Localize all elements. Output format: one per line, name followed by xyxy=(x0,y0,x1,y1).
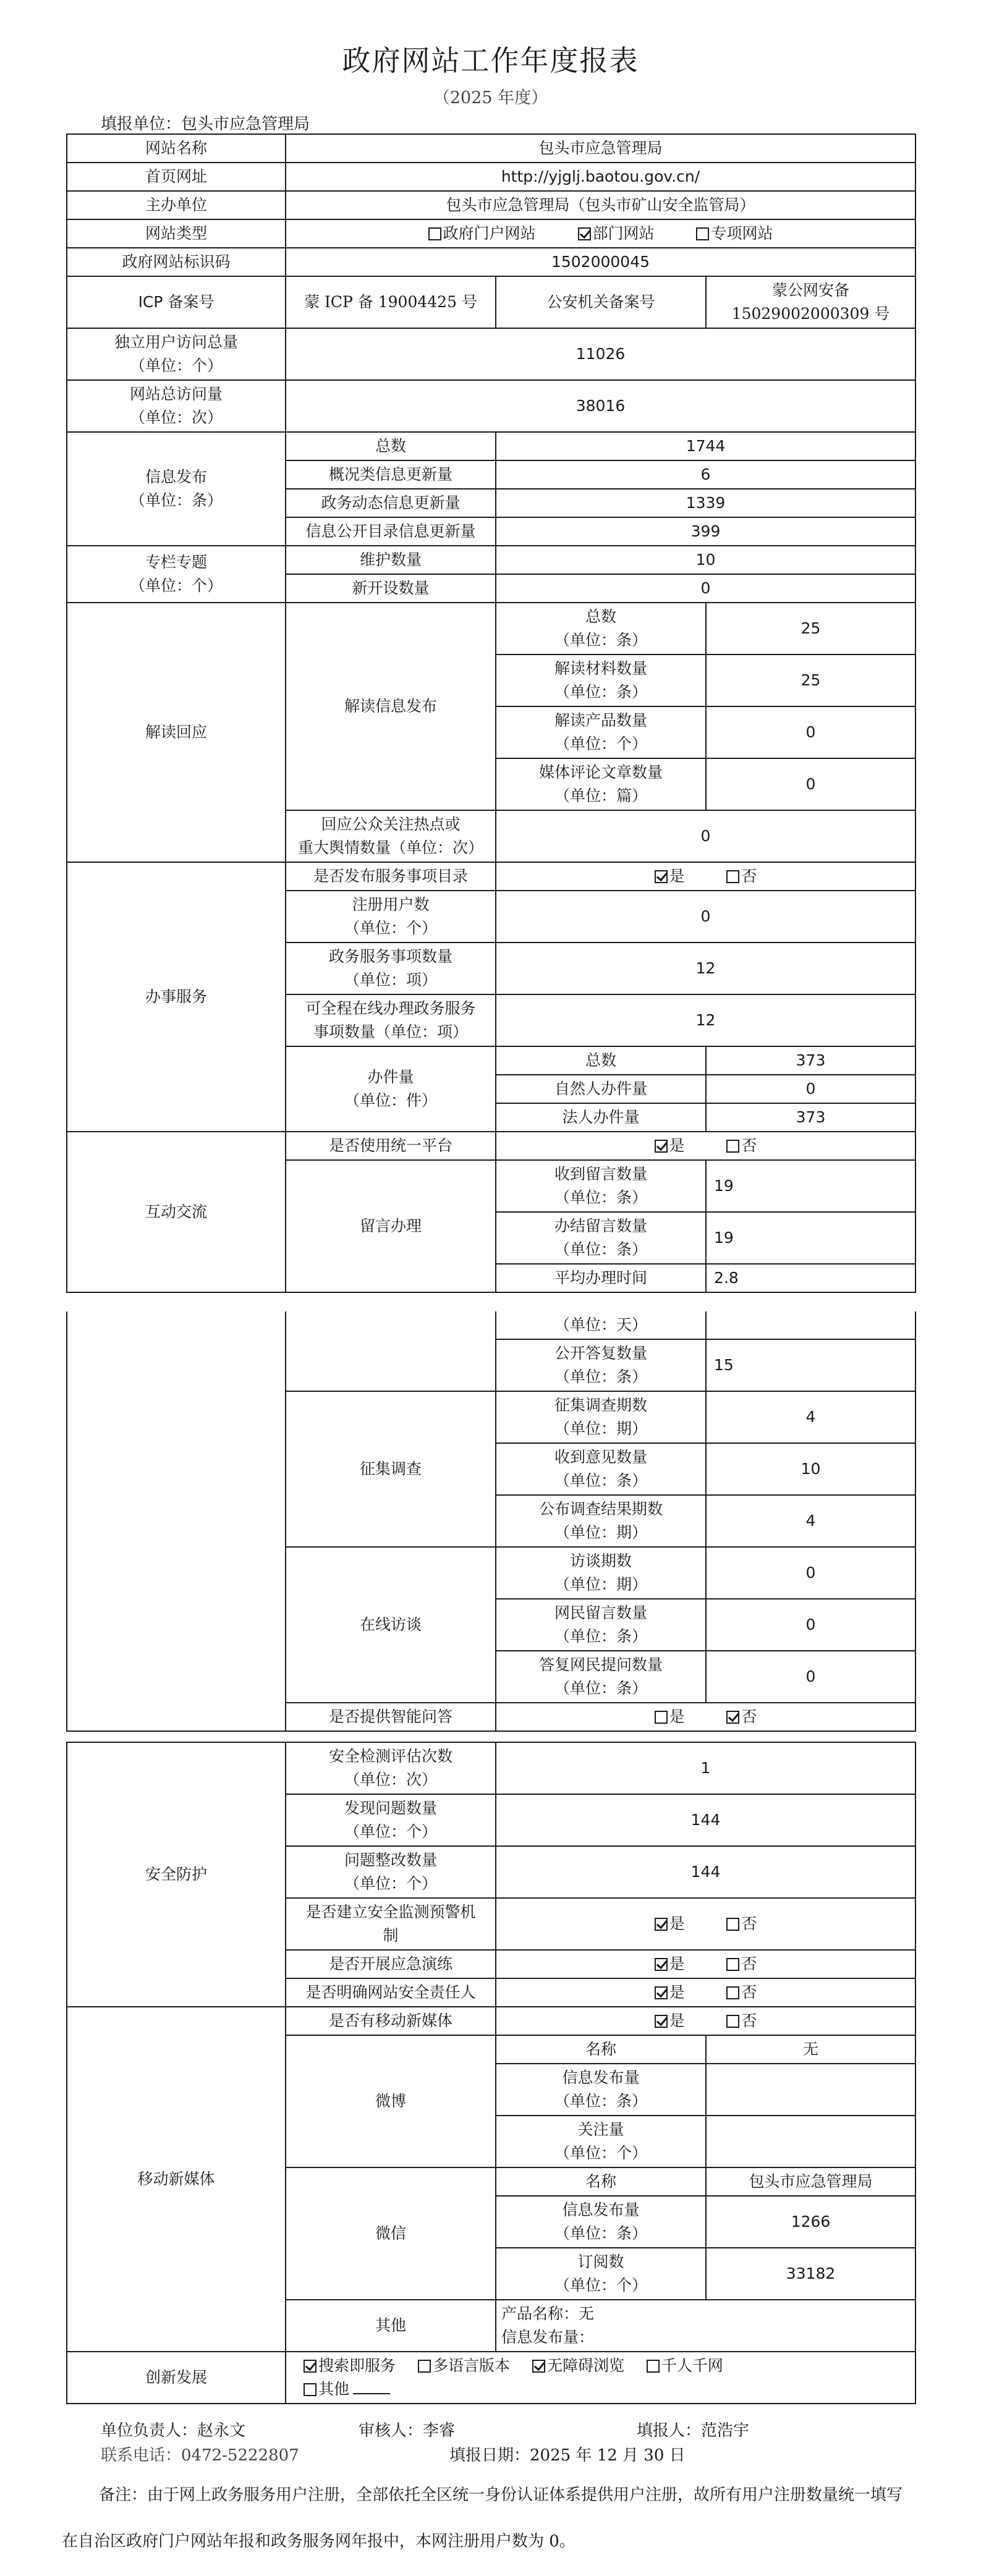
service-cases-total-value: 373 xyxy=(706,1046,915,1075)
mobile-other-value: 产品名称：无 信息发布量： xyxy=(496,2300,915,2352)
service-online-value: 12 xyxy=(496,994,915,1046)
interview-answer-value: 0 xyxy=(706,1651,915,1703)
innovation-options: 搜索即服务 多语言版本 无障碍浏览 千人千网 其他 xyxy=(286,2352,915,2404)
site-id-value: 1502000045 xyxy=(286,248,915,276)
service-items-label: 政务服务事项数量 （单位：项） xyxy=(286,943,496,994)
interact-public-value: 15 xyxy=(706,1339,915,1391)
interpret-material-value: 25 xyxy=(706,655,915,706)
mobile-label: 移动新媒体 xyxy=(67,2007,286,2352)
homepage-value: http://yjglj.baotou.gov.cn/ xyxy=(286,163,915,191)
column-new-value: 0 xyxy=(496,574,915,603)
security-fixed-value: 144 xyxy=(496,1846,915,1898)
site-id-label: 政府网站标识码 xyxy=(67,248,286,276)
service-legal-value: 373 xyxy=(706,1103,915,1132)
interpret-material-label: 解读材料数量 （单位：条） xyxy=(496,655,706,706)
interpret-media-label: 媒体评论文章数量 （单位：篇） xyxy=(496,758,706,810)
checkbox-resp-no-icon[interactable] xyxy=(726,1986,739,1999)
fill-date: 填报日期：2025 年 12 月 30 日 xyxy=(449,2446,686,2465)
checkbox-smart-yes-icon[interactable] xyxy=(655,1711,668,1724)
smart-qa-options: 是 否 xyxy=(496,1703,915,1731)
service-users-label: 注册用户数 （单位：个） xyxy=(286,891,496,943)
mobile-has-label: 是否有移动新媒体 xyxy=(286,2007,496,2035)
survey-opinions-label: 收到意见数量 （单位：条） xyxy=(496,1443,706,1495)
info-news-label: 政务动态信息更新量 xyxy=(286,489,496,517)
info-overview-label: 概况类信息更新量 xyxy=(286,460,496,489)
pv-label: 网站总访问量 （单位：次） xyxy=(67,380,286,432)
police-record-value: 蒙公网安备 15029002000309 号 xyxy=(706,276,915,328)
uv-label: 独立用户访问总量 （单位：个） xyxy=(67,328,286,380)
checkbox-special-icon[interactable] xyxy=(696,227,709,240)
column-new-label: 新开设数量 xyxy=(286,574,496,603)
interview-periods-value: 0 xyxy=(706,1547,915,1599)
smart-qa-label: 是否提供智能问答 xyxy=(286,1703,496,1731)
site-type-label: 网站类型 xyxy=(67,219,286,248)
security-warn-options: 是 否 xyxy=(496,1898,915,1950)
interact-label: 互动交流 xyxy=(67,1132,286,1292)
checkbox-drill-no-icon[interactable] xyxy=(726,1958,739,1971)
report-table-part-2 xyxy=(66,1311,916,1732)
report-table-part-3 xyxy=(66,1742,916,2404)
interact-platform-label: 是否使用统一平台 xyxy=(286,1132,496,1160)
checkbox-accessible-icon[interactable] xyxy=(532,2360,545,2373)
security-fixed-label: 问题整改数量 （单位：个） xyxy=(286,1846,496,1898)
interact-recv-value: 19 xyxy=(706,1160,915,1212)
service-cases-label: 办件量 （单位：件） xyxy=(286,1046,496,1132)
checkbox-platform-no-icon[interactable] xyxy=(726,1140,739,1153)
interpret-product-label: 解读产品数量 （单位：个） xyxy=(496,706,706,758)
remark-line-2: 在自治区政府门户网站年报和政务服务网年报中，本网注册用户数为 0。 xyxy=(62,2532,575,2551)
service-users-value: 0 xyxy=(496,891,915,943)
security-drill-options: 是 否 xyxy=(496,1950,915,1978)
checkbox-catalog-yes-icon[interactable] xyxy=(655,870,668,883)
column-maintain-value: 10 xyxy=(496,546,915,574)
interpret-publish-label: 解读信息发布 xyxy=(286,603,496,810)
pv-value: 38016 xyxy=(286,380,915,432)
filler-person: 填报人：范浩宇 xyxy=(637,2421,750,2440)
weibo-info-value xyxy=(706,2064,915,2116)
info-catalog-value: 399 xyxy=(496,517,915,546)
security-found-value: 144 xyxy=(496,1794,915,1846)
security-drill-label: 是否开展应急演练 xyxy=(286,1950,496,1978)
checkbox-multilang-icon[interactable] xyxy=(418,2360,431,2373)
site-name-value: 包头市应急管理局 xyxy=(286,134,915,163)
weibo-info-label: 信息发布量 （单位：条） xyxy=(496,2064,706,2116)
weibo-name-value: 无 xyxy=(706,2035,915,2064)
police-record-label: 公安机关备案号 xyxy=(496,276,706,328)
interpret-respond-value: 0 xyxy=(496,810,915,862)
checkbox-portal-icon[interactable] xyxy=(428,227,441,240)
wechat-info-label: 信息发布量 （单位：条） xyxy=(496,2196,706,2248)
interview-netmsg-value: 0 xyxy=(706,1599,915,1651)
interact-avg-unit-blank xyxy=(706,1311,915,1339)
checkbox-drill-yes-icon[interactable] xyxy=(655,1958,668,1971)
innovation-label: 创新发展 xyxy=(67,2352,286,2404)
interact-continued xyxy=(67,1311,286,1731)
security-label: 安全防护 xyxy=(67,1742,286,2007)
report-table-part-1 xyxy=(66,133,916,1293)
service-catalog-options: 是 否 xyxy=(496,862,915,891)
column-maintain-label: 维护数量 xyxy=(286,546,496,574)
checkbox-catalog-no-icon[interactable] xyxy=(726,870,739,883)
reviewer: 审核人：李睿 xyxy=(359,2421,456,2440)
column-label: 专栏专题 （单位：个） xyxy=(67,546,286,603)
survey-results-value: 4 xyxy=(706,1495,915,1547)
wechat-sub-value: 33182 xyxy=(706,2248,915,2300)
page-title: 政府网站工作年度报表 xyxy=(342,44,639,77)
wechat-name-label: 名称 xyxy=(496,2167,706,2196)
contact-phone: 联系电话：0472-5222807 xyxy=(101,2446,299,2465)
interact-done-value: 19 xyxy=(706,1212,915,1264)
mobile-other-label: 其他 xyxy=(286,2300,496,2352)
info-news-value: 1339 xyxy=(496,489,915,517)
interpret-media-value: 0 xyxy=(706,758,915,810)
checkbox-warn-yes-icon[interactable] xyxy=(655,1918,668,1931)
unit-leader: 单位负责人：赵永文 xyxy=(101,2421,246,2440)
checkbox-warn-no-icon[interactable] xyxy=(726,1918,739,1931)
info-catalog-label: 信息公开目录信息更新量 xyxy=(286,517,496,546)
service-natural-label: 自然人办件量 xyxy=(496,1075,706,1103)
site-name-label: 网站名称 xyxy=(67,134,286,163)
remark-line-1: 备注：由于网上政务服务用户注册，全部依托全区统一身份认证体系提供用户注册，故所有用户注册数量统一填写 xyxy=(99,2486,903,2504)
interpret-label: 解读回应 xyxy=(67,603,286,862)
checkbox-mobile-yes-icon[interactable] xyxy=(655,2015,668,2028)
checkbox-department-icon[interactable] xyxy=(578,227,591,240)
security-eval-value: 1 xyxy=(496,1742,915,1794)
icp-value: 蒙 ICP 备 19004425 号 xyxy=(286,276,496,328)
checkbox-personalized-icon[interactable] xyxy=(647,2360,660,2373)
icp-label: ICP 备案号 xyxy=(67,276,286,328)
interview-netmsg-label: 网民留言数量 （单位：条） xyxy=(496,1599,706,1651)
service-items-value: 12 xyxy=(496,943,915,994)
host-value: 包头市应急管理局（包头市矿山安全监管局） xyxy=(286,191,915,219)
wechat-name-value: 包头市应急管理局 xyxy=(706,2167,915,2196)
interact-done-label: 办结留言数量 （单位：条） xyxy=(496,1212,706,1264)
service-online-label: 可全程在线办理政务服务 事项数量（单位：项） xyxy=(286,994,496,1046)
security-found-label: 发现问题数量 （单位：个） xyxy=(286,1794,496,1846)
checkbox-resp-yes-icon[interactable] xyxy=(655,1986,668,1999)
wechat-label: 微信 xyxy=(286,2167,496,2300)
uv-value: 11026 xyxy=(286,328,915,380)
info-overview-value: 6 xyxy=(496,460,915,489)
survey-opinions-value: 10 xyxy=(706,1443,915,1495)
interview-periods-label: 访谈期数 （单位：期） xyxy=(496,1547,706,1599)
checkbox-search-service-icon[interactable] xyxy=(304,2360,316,2373)
weibo-label: 微博 xyxy=(286,2035,496,2167)
service-label: 办事服务 xyxy=(67,862,286,1132)
checkbox-platform-yes-icon[interactable] xyxy=(655,1140,668,1153)
homepage-label: 首页网址 xyxy=(67,163,286,191)
interpret-total-label: 总数 （单位：条） xyxy=(496,603,706,655)
interact-public-label: 公开答复数量 （单位：条） xyxy=(496,1339,706,1391)
service-catalog-label: 是否发布服务事项目录 xyxy=(286,862,496,891)
interact-avg-unit: （单位：天） xyxy=(496,1311,706,1339)
checkbox-smart-no-icon[interactable] xyxy=(726,1711,739,1724)
checkbox-other-icon[interactable] xyxy=(304,2383,316,2396)
wechat-info-value: 1266 xyxy=(706,2196,915,2248)
filling-unit: 填报单位：包头市应急管理局 xyxy=(101,115,310,133)
service-legal-label: 法人办件量 xyxy=(496,1103,706,1132)
security-resp-label: 是否明确网站安全责任人 xyxy=(286,1978,496,2007)
survey-periods-value: 4 xyxy=(706,1391,915,1443)
info-release-label: 信息发布 （单位：条） xyxy=(67,432,286,546)
interact-survey-label: 征集调查 xyxy=(286,1391,496,1547)
host-label: 主办单位 xyxy=(67,191,286,219)
wechat-sub-label: 订阅数 （单位：个） xyxy=(496,2248,706,2300)
other-blank xyxy=(353,2393,390,2394)
site-type-options: 政府门户网站 部门网站 专项网站 xyxy=(286,219,915,248)
service-cases-total-label: 总数 xyxy=(496,1046,706,1075)
mobile-has-options: 是 否 xyxy=(496,2007,915,2035)
interact-interview-label: 在线访谈 xyxy=(286,1547,496,1703)
interact-avg-value: 2.8 xyxy=(706,1264,915,1292)
security-warn-label: 是否建立安全监测预警机 制 xyxy=(286,1898,496,1950)
interact-msg-continued xyxy=(286,1311,496,1391)
security-eval-label: 安全检测评估次数 （单位：次） xyxy=(286,1742,496,1794)
interpret-respond-label: 回应公众关注热点或 重大舆情数量（单位：次） xyxy=(286,810,496,862)
report-year: （2025 年度） xyxy=(433,88,548,108)
weibo-follow-value xyxy=(706,2116,915,2167)
interpret-total-value: 25 xyxy=(706,603,915,655)
checkbox-mobile-no-icon[interactable] xyxy=(726,2015,739,2028)
interpret-product-value: 0 xyxy=(706,706,915,758)
service-natural-value: 0 xyxy=(706,1075,915,1103)
info-total-value: 1744 xyxy=(496,432,915,460)
survey-periods-label: 征集调查期数 （单位：期） xyxy=(496,1391,706,1443)
weibo-follow-label: 关注量 （单位：个） xyxy=(496,2116,706,2167)
survey-results-label: 公布调查结果期数 （单位：期） xyxy=(496,1495,706,1547)
interact-platform-options: 是 否 xyxy=(496,1132,915,1160)
interview-answer-label: 答复网民提问数量 （单位：条） xyxy=(496,1651,706,1703)
info-total-label: 总数 xyxy=(286,432,496,460)
security-resp-options: 是 否 xyxy=(496,1978,915,2007)
interact-msg-label: 留言办理 xyxy=(286,1160,496,1292)
interact-recv-label: 收到留言数量 （单位：条） xyxy=(496,1160,706,1212)
weibo-name-label: 名称 xyxy=(496,2035,706,2064)
interact-avg-label: 平均办理时间 xyxy=(496,1264,706,1292)
